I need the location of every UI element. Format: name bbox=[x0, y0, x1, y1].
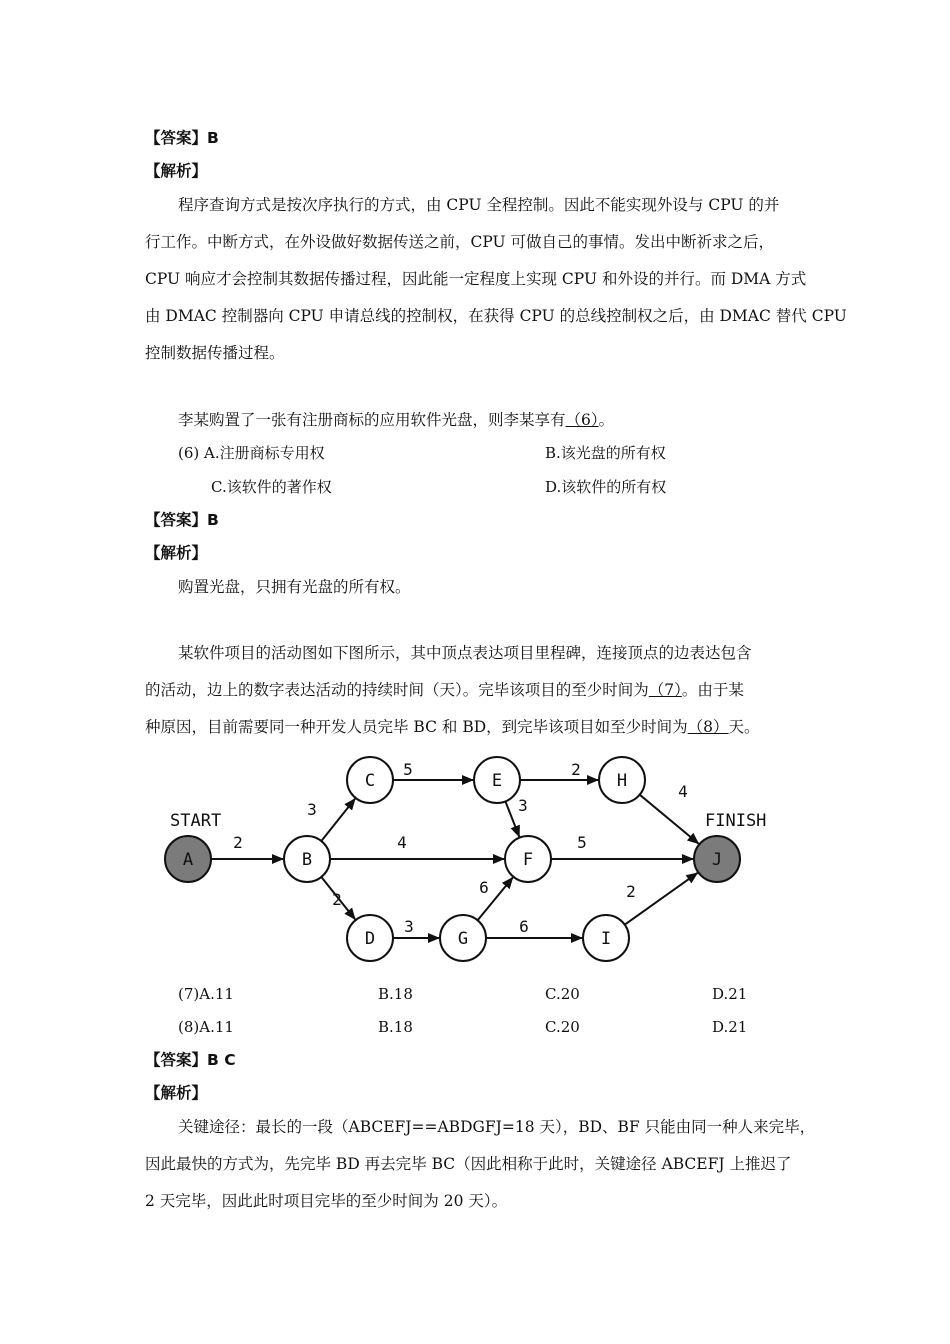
question-8-option-a: (8)A.11 bbox=[178, 1018, 234, 1036]
analysis-label-78: 【解析】 bbox=[145, 1084, 208, 1102]
analysis-78-line-1: 关键途径：最长的一段（ABCEFJ==ABDGFJ=18 天），BD、BF 只能由同一种人来完毕， bbox=[178, 1118, 816, 1136]
edge-weight-e-h: 2 bbox=[571, 760, 581, 779]
analysis-78-line-2: 因此最快的方式为，先完毕 BD 再去完毕 BC（因此相称于此时，关键途径 ABCEFJ 上推迟了 bbox=[145, 1155, 792, 1173]
edge-b-c bbox=[321, 799, 355, 841]
question-78-line-2 bbox=[145, 679, 744, 701]
analysis-78-line-3: 2 天完毕，因此此时项目完毕的至少时间为 20 天）。 bbox=[145, 1192, 508, 1210]
analysis-label-6: 【解析】 bbox=[145, 544, 208, 562]
question-7-option-d: D.21 bbox=[712, 985, 748, 1003]
edge-weight-a-b: 2 bbox=[233, 833, 243, 852]
node-label-e: E bbox=[491, 771, 503, 791]
edge-weight-b-c: 3 bbox=[307, 800, 317, 819]
analysis-1-line-4: 由 DMAC 控制器向 CPU 申请总线的控制权，在获得 CPU 的总线控制权之后，由 DMAC 替代 CPU bbox=[145, 307, 847, 325]
question-7-blank: （7） bbox=[648, 681, 682, 699]
question-78-line-1: 某软件项目的活动图如下图所示，其中顶点表达项目里程碑，连接顶点的边表达包含 bbox=[178, 644, 752, 662]
question-6-stem bbox=[178, 409, 614, 431]
question-78-line-3-end: 天。 bbox=[728, 718, 760, 736]
question-78-line-2-end: 。由于某 bbox=[681, 681, 744, 699]
analysis-1-line-1: 程序查询方式是按次序执行的方式，由 CPU 全程控制。因此不能实现外设与 CPU 的并 bbox=[178, 196, 780, 214]
node-label-d: D bbox=[364, 929, 376, 949]
edge-weight-b-f: 4 bbox=[397, 833, 407, 852]
analysis-6-text: 购置光盘，只拥有光盘的所有权。 bbox=[178, 578, 411, 596]
analysis-1-line-3: CPU 响应才会控制其数据传播过程，因此能一定程度上实现 CPU 和外设的并行。而 DMA 方式 bbox=[145, 270, 807, 288]
node-label-f: F bbox=[522, 850, 534, 870]
edge-weight-c-e: 5 bbox=[403, 760, 413, 779]
edge-h-j bbox=[640, 795, 699, 844]
analysis-1-line-2: 行工作。中断方式，在外设做好数据传送之前，CPU 可做自己的事情。发出中断祈求之后， bbox=[145, 233, 775, 251]
question-6-stem-text: 李某购置了一张有注册商标的应用软件光盘，则李某享有 bbox=[178, 411, 566, 429]
node-label-g: G bbox=[457, 929, 469, 949]
analysis-label-1: 【解析】 bbox=[145, 162, 208, 180]
answer-label-6: 【答案】B bbox=[145, 511, 219, 529]
edge-weight-d-g: 3 bbox=[404, 917, 414, 936]
question-6-option-a: (6) A.注册商标专用权 bbox=[178, 444, 325, 462]
analysis-1-line-5: 控制数据传播过程。 bbox=[145, 344, 285, 362]
node-label-b: B bbox=[301, 850, 313, 870]
answer-label-1: 【答案】B bbox=[145, 129, 219, 147]
question-7-option-b: B.18 bbox=[378, 985, 413, 1003]
node-label-i: I bbox=[600, 929, 612, 949]
edge-e-f bbox=[505, 801, 519, 836]
finish-label: FINISH bbox=[705, 811, 767, 831]
node-label-c: C bbox=[364, 771, 376, 791]
node-label-h: H bbox=[616, 771, 628, 791]
start-label: START bbox=[170, 811, 222, 831]
question-7-option-c: C.20 bbox=[545, 985, 580, 1003]
edge-weight-g-i: 6 bbox=[519, 917, 529, 936]
edge-weight-g-f: 6 bbox=[479, 878, 489, 897]
node-label-a: A bbox=[182, 850, 194, 870]
answer-label-78: 【答案】B C bbox=[145, 1051, 236, 1069]
question-8-option-c: C.20 bbox=[545, 1018, 580, 1036]
edge-weight-i-j: 2 bbox=[626, 882, 636, 901]
question-6-blank: （6） bbox=[565, 411, 599, 429]
question-8-option-d: D.21 bbox=[712, 1018, 748, 1036]
question-7-option-a: (7)A.11 bbox=[178, 985, 234, 1003]
activity-network-diagram bbox=[150, 745, 790, 975]
edge-weight-b-d: 2 bbox=[332, 890, 342, 909]
question-78-line-3-text: 种原因，目前需要同一种开发人员完毕 BC 和 BD，到完毕该项目如至少时间为 bbox=[145, 718, 688, 736]
question-6-option-c: C.该软件的著作权 bbox=[211, 478, 332, 496]
question-78-line-2-text: 的活动，边上的数字表达活动的持续时间（天）。完毕该项目的至少时间为 bbox=[145, 681, 649, 699]
question-8-blank: （8） bbox=[687, 718, 729, 736]
question-8-option-b: B.18 bbox=[378, 1018, 413, 1036]
edge-weight-e-f: 3 bbox=[518, 796, 528, 815]
question-6-option-b: B.该光盘的所有权 bbox=[545, 444, 666, 462]
question-6-option-d: D.该软件的所有权 bbox=[545, 478, 667, 496]
edge-weight-h-j: 4 bbox=[678, 782, 688, 801]
node-label-j: J bbox=[711, 850, 723, 870]
question-6-stem-end: 。 bbox=[598, 411, 615, 429]
edge-weight-f-j: 5 bbox=[577, 833, 587, 852]
question-78-line-3 bbox=[145, 716, 760, 738]
